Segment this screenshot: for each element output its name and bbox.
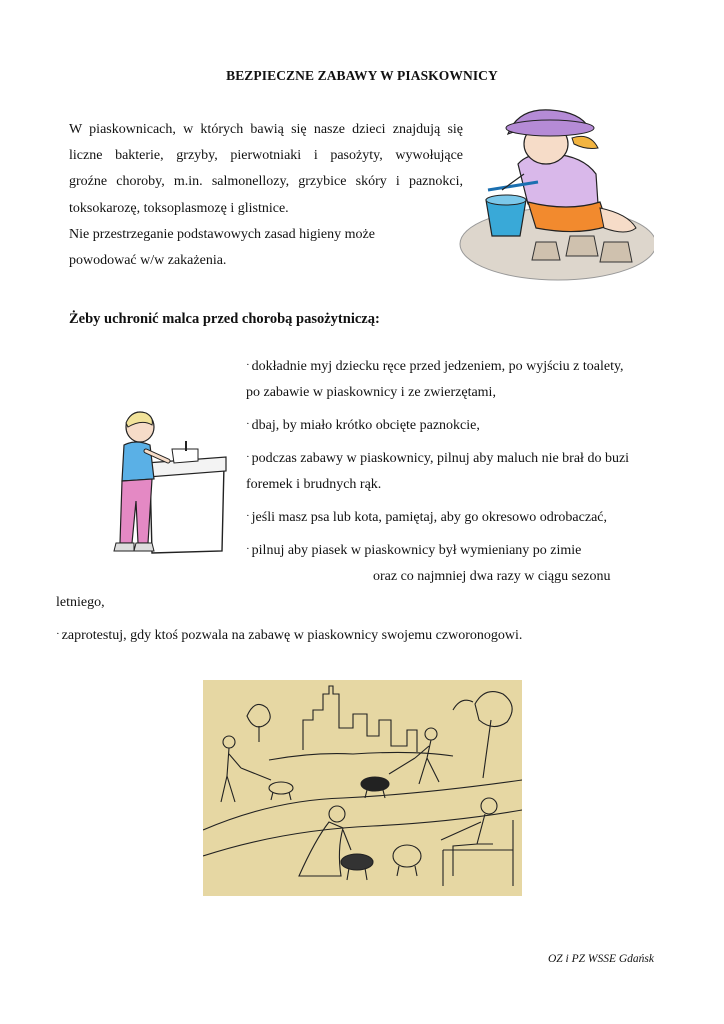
intro-line: Nie przestrzeganie podstawowych zasad higieny może [69,226,375,242]
bullet-dot: · [246,451,250,463]
bullet-item [246,510,607,526]
bullet-continuation: letniego, [56,595,105,610]
bullet-text: pilnuj aby piasek w piaskownicy był wymieniany po zimie [251,543,582,558]
bullet-dot: · [246,510,250,522]
bullet-dot: · [246,359,250,371]
intro-line: W piaskownicach, w których bawią się nasze dzieci znajdują się [69,122,463,137]
bullet-continuation: foremek i brudnych rąk. [246,477,382,492]
bullet-text: dokładnie myj dziecku ręce przed jedzeniem, po wyjściu z toalety, [251,359,624,374]
intro-paragraph [69,117,463,274]
bullet-item [246,359,624,375]
intro-line: toksokarozę, toksoplasmozę i glistnice. [69,200,289,216]
bullet-dot: · [56,628,60,640]
bullet-text: podczas zabawy w piaskownicy, pilnuj aby maluch nie brał do buzi [251,451,630,466]
bullet-continuation: oraz co najmniej dwa razy w ciągu sezonu [373,569,611,584]
page-title: BEZPIECZNE ZABAWY W PIASKOWNICY [226,68,498,83]
sandbox-child-illustration [458,104,654,286]
intro-line: liczne bakterie, grzyby, pierwotniaki i pasożyty, wywołujące [69,148,463,164]
bullet-item [246,451,629,467]
bullet-text: zaprotestuj, gdy ktoś pozwala na zabawę w piaskownicy swojemu czworonogowi. [61,628,523,643]
bullet-dot: · [246,418,250,430]
footer-credit: OZ i PZ WSSE Gdańsk [547,953,654,965]
bullet-continuation: po zabawie w piaskownicy i ze zwierzętami, [246,385,496,400]
handwashing-child-illustration [102,405,230,555]
bullet-dot: · [246,543,250,555]
intro-line: groźne choroby, m.in. salmonellozy, grzybice skóry i paznokci, [69,174,463,190]
park-scene-illustration [203,680,522,896]
bullet-text: dbaj, by miało krótko obcięte paznokcie, [251,418,480,433]
subheading: Żeby uchronić malca przed chorobą pasożytniczą: [69,311,380,327]
bullet-item [246,543,581,559]
bullet-item [56,628,522,644]
bullet-item [246,418,480,434]
bullet-text: jeśli masz psa lub kota, pamiętaj, aby go okresowo odrobaczać, [251,510,608,525]
intro-line: powodować w/w zakażenia. [69,253,227,269]
